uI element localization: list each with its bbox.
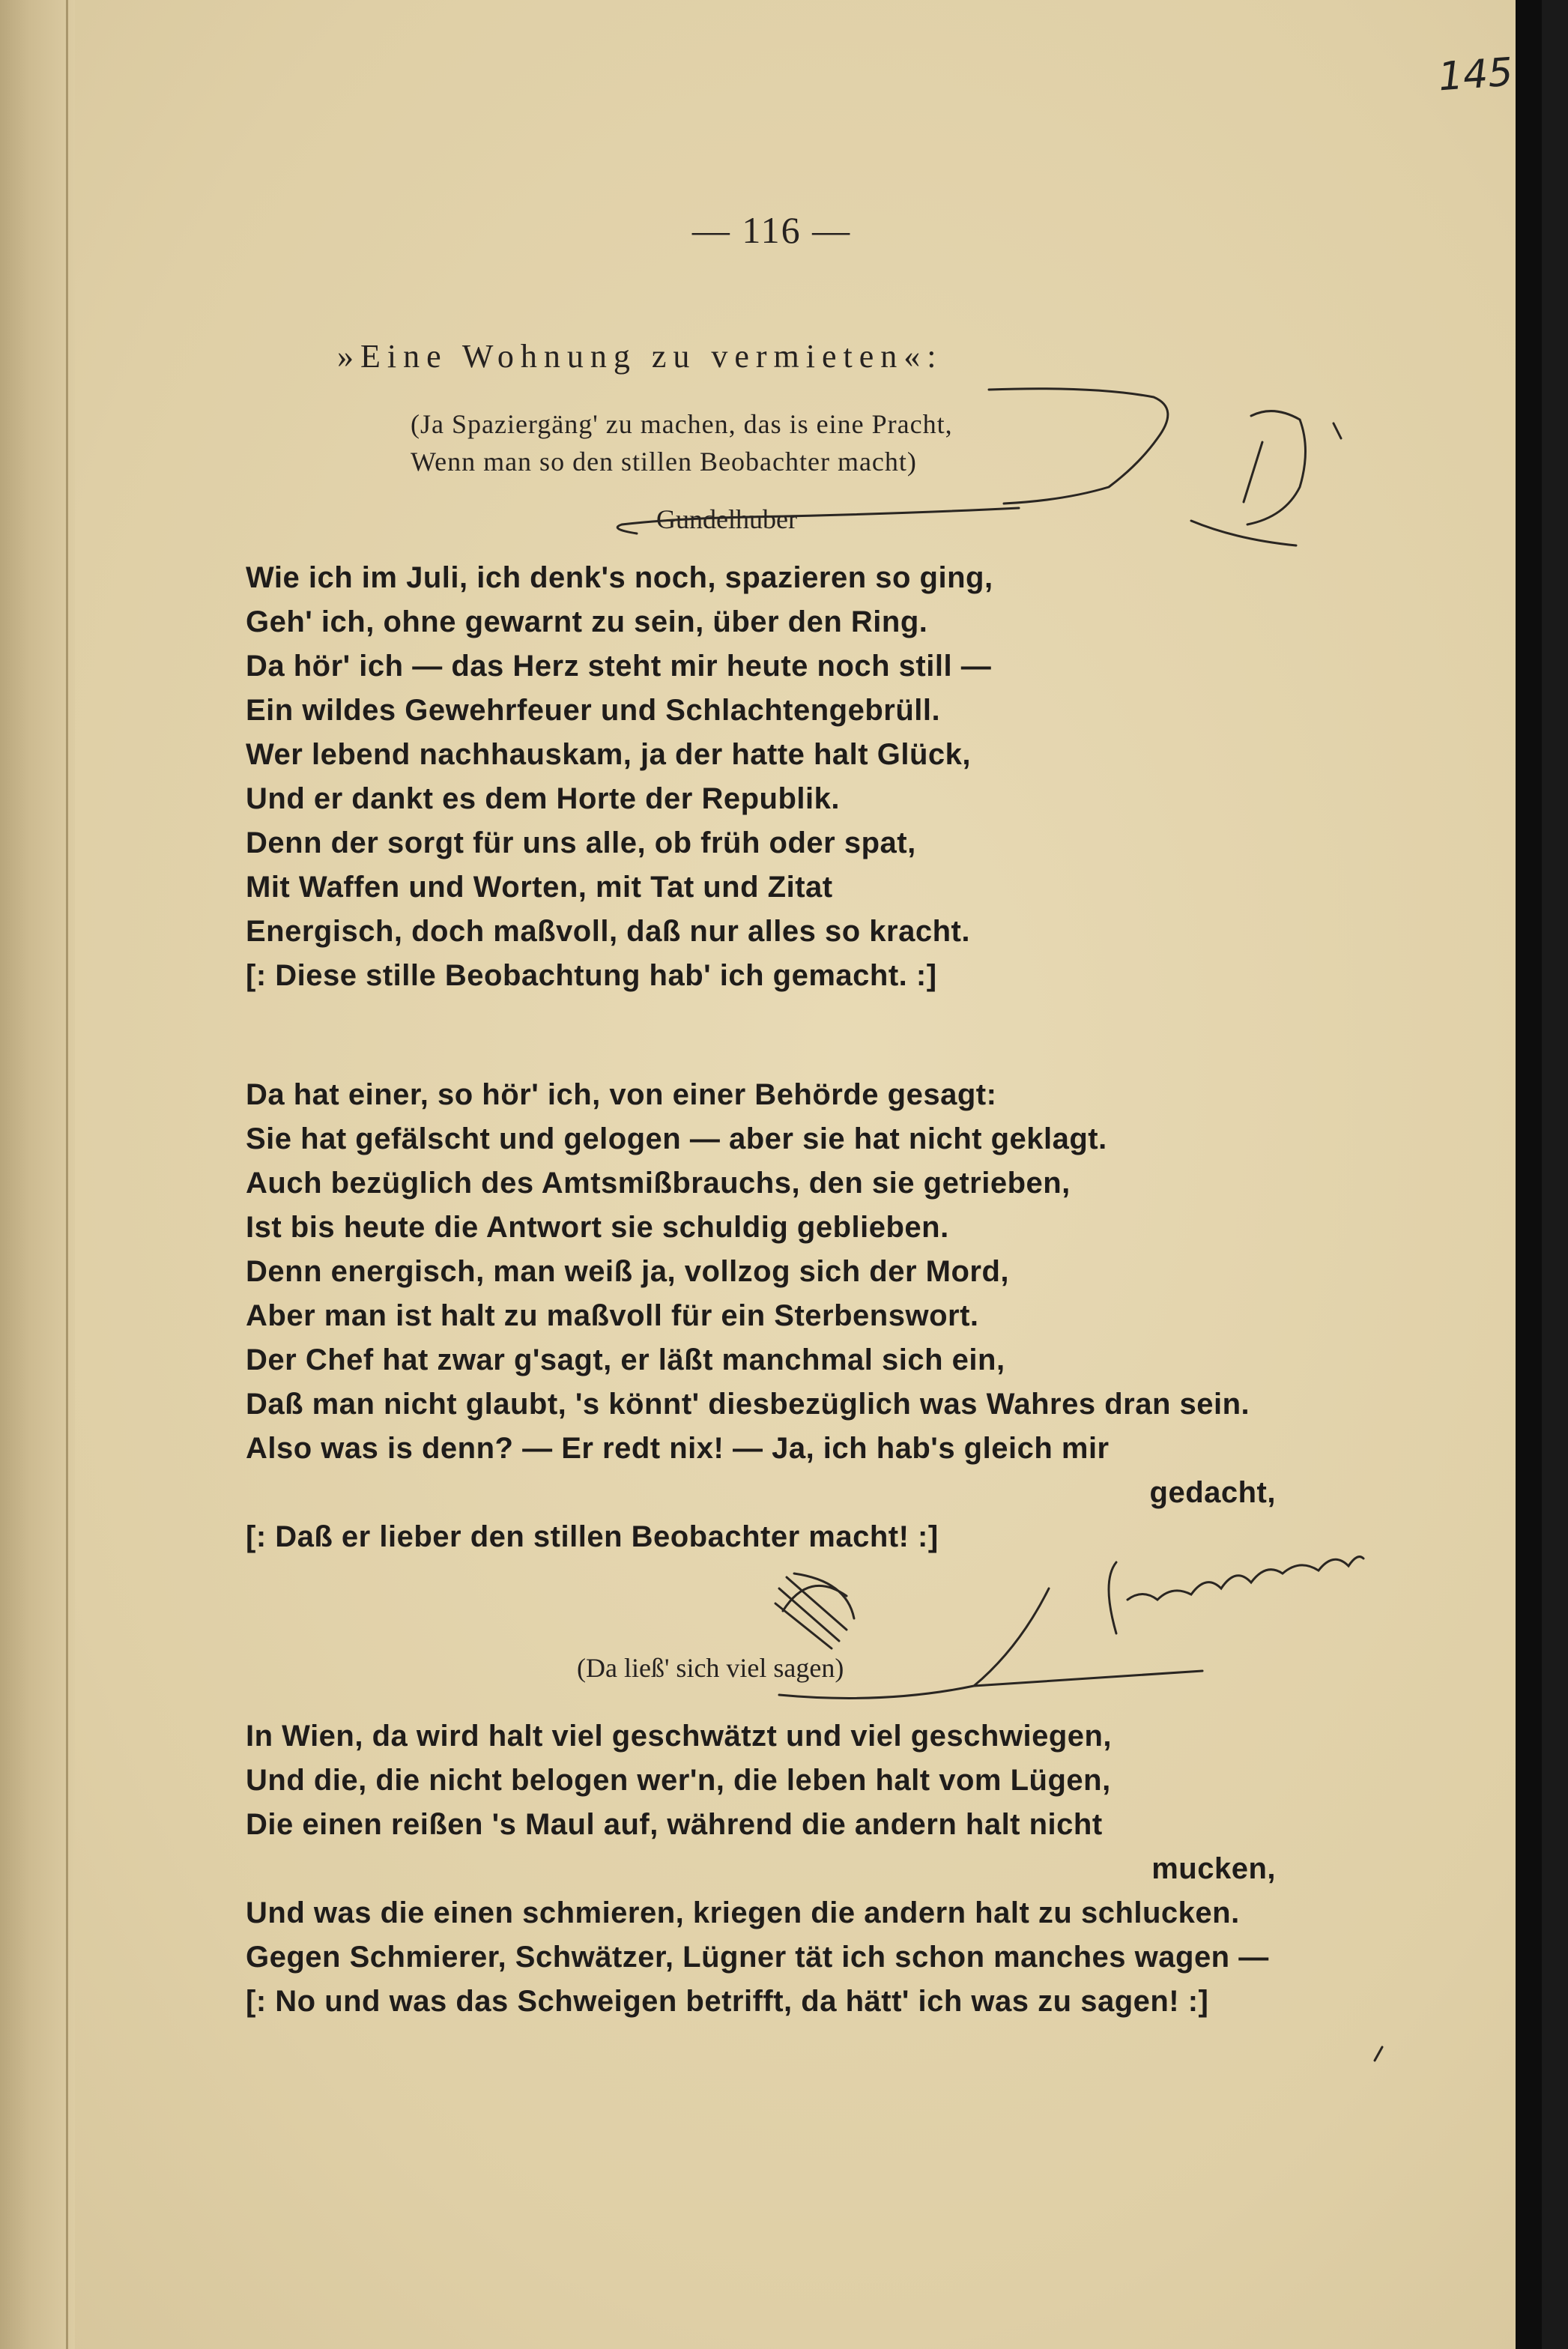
verse-line: Energisch, doch maßvoll, daß nur alles so kracht.: [246, 915, 970, 948]
verse-line-continuation: gedacht,: [1149, 1476, 1276, 1509]
verse-line: Auch bezüglich des Amtsmißbrauchs, den sie getrieben,: [246, 1167, 1071, 1200]
speaker-name: Gundelhuber: [656, 504, 797, 534]
verse-line: In Wien, da wird halt viel geschwätzt und viel geschwiegen,: [246, 1720, 1113, 1753]
page-number: — 116 —: [691, 209, 852, 251]
verse-line: Wie ich im Juli, ich denk's noch, spazieren so ging,: [246, 561, 993, 594]
intro-note-line: Wenn man so den stillen Beobachter macht): [411, 447, 917, 477]
verse-line: Gegen Schmierer, Schwätzer, Lügner tät ich schon manches wagen —: [246, 1941, 1269, 1974]
aside-note: (Da ließ' sich viel sagen): [577, 1653, 844, 1683]
verse-line: Wer lebend nachhauskam, ja der hatte halt Glück,: [246, 738, 971, 771]
intro-note-line: (Ja Spaziergäng' zu machen, das is eine Pracht,: [411, 409, 953, 439]
verse-line-continuation: mucken,: [1151, 1852, 1276, 1885]
verse-line: Denn energisch, man weiß ja, vollzog sich der Mord,: [246, 1255, 1010, 1288]
annotation-underline: [779, 1588, 1202, 1698]
verse-line: [: No und was das Schweigen betrifft, da hätt' ich was zu sagen! :]: [246, 1985, 1209, 2018]
annotation-tick: [1334, 423, 1341, 438]
annotation-underline: [617, 508, 1019, 533]
verse-line: Und was die einen schmieren, kriegen die andern halt zu schlucken.: [246, 1896, 1240, 1929]
verse-line: [: Diese stille Beobachtung hab' ich gemacht. :]: [246, 959, 937, 992]
verse-line: Geh' ich, ohne gewarnt zu sein, über den Ring.: [246, 605, 928, 638]
scan-border: [1516, 0, 1542, 2349]
annotation-tick: [1375, 2047, 1382, 2061]
verse-line: Aber man ist halt zu maßvoll für ein Sterbenswort.: [246, 1299, 979, 1332]
annotation-scribble: [775, 1573, 854, 1648]
handwritten-folio-number: 145: [1437, 49, 1515, 100]
verse-line: Da hör' ich — das Herz steht mir heute noch still —: [246, 650, 992, 683]
verse-line: Sie hat gefälscht und gelogen — aber sie hat nicht geklagt.: [246, 1122, 1107, 1155]
annotation-bracket: [989, 389, 1168, 504]
verse-line: [: Daß er lieber den stillen Beobachter macht! :]: [246, 1520, 939, 1553]
verse-line: Ist bis heute die Antwort sie schuldig geblieben.: [246, 1211, 949, 1244]
verse-line: Denn der sorgt für uns alle, ob früh oder spat,: [246, 826, 916, 859]
handwritten-correction: [1109, 1557, 1363, 1633]
verse-line: Der Chef hat zwar g'sagt, er läßt manchmal sich ein,: [246, 1343, 1005, 1376]
verse-line: Und er dankt es dem Horte der Republik.: [246, 782, 840, 815]
verse-line: Und die, die nicht belogen wer'n, die leben halt vom Lügen,: [246, 1764, 1111, 1797]
verse-line: Mit Waffen und Worten, mit Tat und Zitat: [246, 871, 833, 904]
verse-line: Also was is denn? — Er redt nix! — Ja, ich hab's gleich mir: [246, 1432, 1110, 1465]
verse-line: Daß man nicht glaubt, 's könnt' diesbezüglich was Wahres dran sein.: [246, 1388, 1250, 1421]
verse-line: Die einen reißen 's Maul auf, während die andern halt nicht: [246, 1808, 1103, 1841]
section-title: »Eine Wohnung zu vermieten«:: [337, 338, 943, 375]
verse-line: Da hat einer, so hör' ich, von einer Behörde gesagt:: [246, 1078, 997, 1111]
margin-insert-mark: [1191, 411, 1306, 545]
verse-line: Ein wildes Gewehrfeuer und Schlachtengebrüll.: [246, 694, 941, 727]
